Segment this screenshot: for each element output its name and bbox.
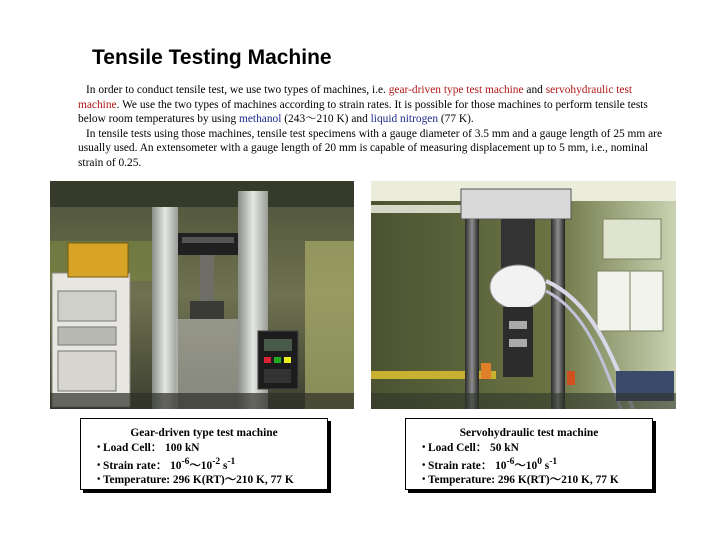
servohydraulic-strain-rate: ・Strain rate： $10^{-6}\sim 10^0$ $s^{-1}$ [418, 457, 558, 472]
bullet: ・ [418, 474, 430, 487]
servohydraulic-spec-title: Servohydraulic test machine [459, 427, 599, 439]
servohydraulic-temperature: ・Temperature: 296 K(RT)～210 K, 77 K [418, 474, 619, 487]
intro-text-and: and [523, 84, 546, 96]
liquid-nitrogen-highlight: liquid nitrogen [370, 113, 439, 126]
gear-driven-load-cell: ・Load Cell： 100 kN [93, 441, 200, 454]
gear-driven-highlight: gear-driven type test machine [388, 84, 524, 96]
servohydraulic-highlight: servohydraulic test machine [78, 84, 633, 111]
slide-title: Tensile Testing Machine [92, 46, 332, 69]
servohydraulic-spec-box [405, 418, 653, 490]
bullet: ・ [93, 441, 105, 454]
servohydraulic-machine-photo [371, 181, 676, 409]
intro-text [78, 83, 668, 171]
gear-driven-temperature: ・Temperature: 296 K(RT)～210 K, 77 K [93, 474, 294, 487]
intro-text-a: In order to conduct tensile test, we use two types of machines, i.e. [86, 84, 389, 96]
bullet: ・ [93, 459, 105, 472]
intro-paragraph-2: In tensile tests using those machines, tensile test specimens with a gauge diameter of 3.5 mm and a gauge length of 25 mm are usually used. An extensometer with a gauge length of 20 mm is capable of measuring displacement up to 5 mm, i.e., nominal strain of 0.25. [78, 127, 663, 169]
intro-text-b: . We use the two types of machines according to strain rates. It is possible for those machines to perform tensile tests below room temperatures by using [78, 98, 648, 126]
gear-driven-machine-photo [50, 181, 354, 409]
gear-driven-spec-title: Gear-driven type test machine [130, 427, 278, 439]
bullet: ・ [418, 459, 430, 472]
bullet: ・ [418, 441, 430, 454]
bullet: ・ [93, 474, 105, 487]
gear-driven-strain-rate: ・Strain rate： $10^{-6}\sim 10^{-2}$ $s^{-1}$ [93, 457, 236, 472]
intro-text-c: (243～210 K) and [281, 113, 371, 126]
gear-driven-spec-box [80, 418, 328, 490]
intro-paragraph-1 [78, 83, 668, 127]
servohydraulic-load-cell: ・Load Cell： 50 kN [418, 441, 519, 454]
methanol-highlight: methanol [239, 113, 282, 126]
intro-text-d: (77 K). [438, 113, 474, 126]
